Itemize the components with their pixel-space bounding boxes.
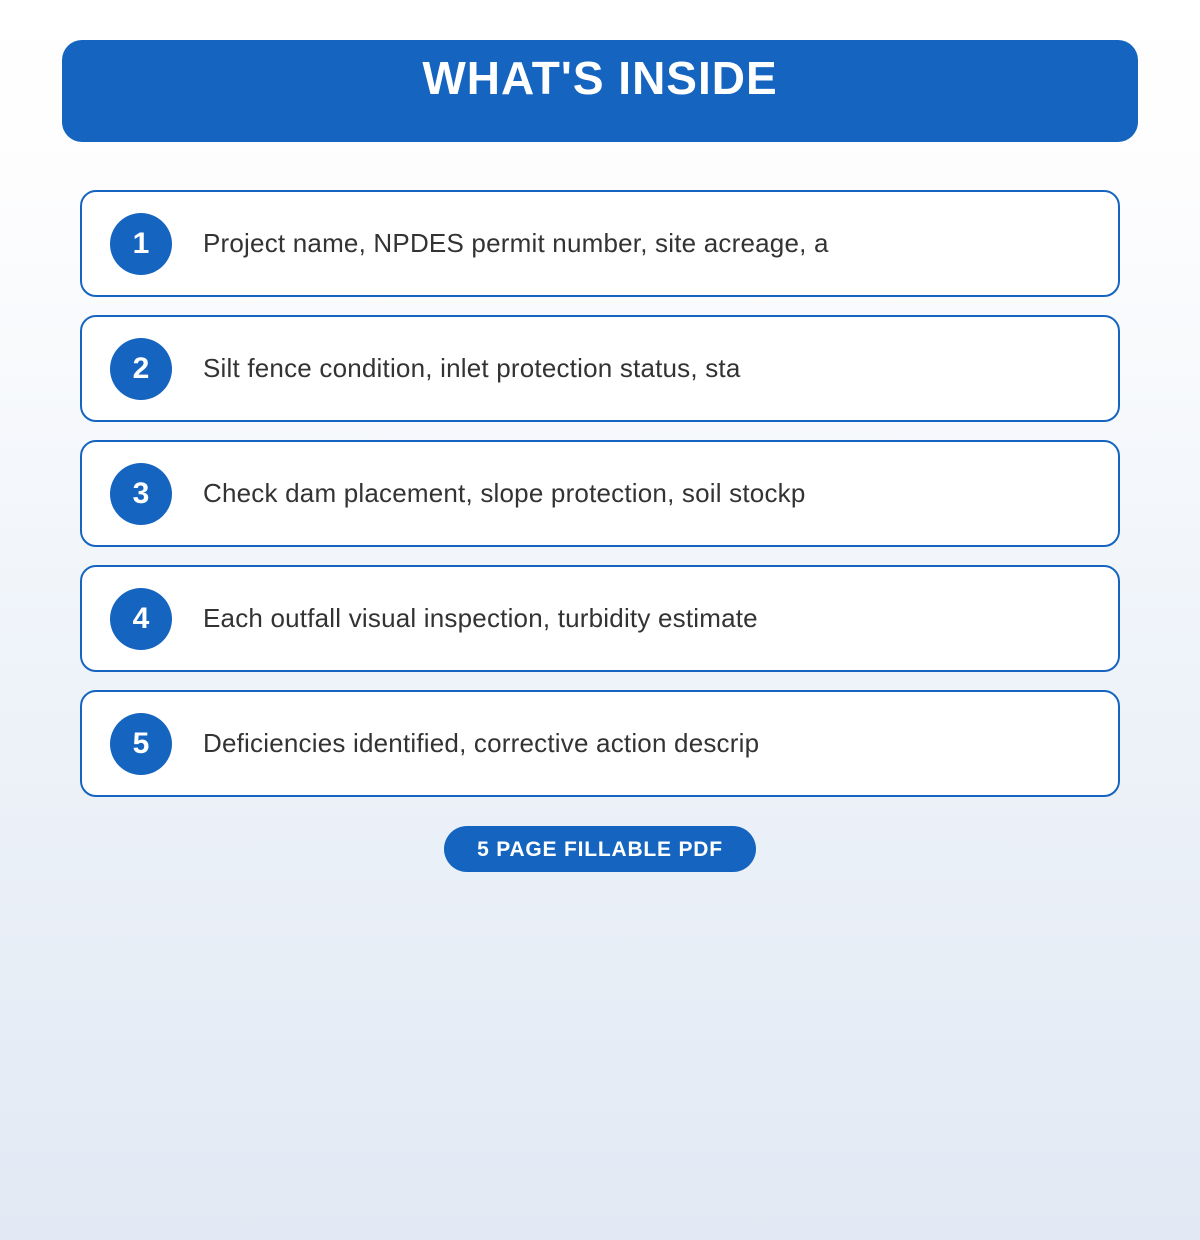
infographic-page: [0, 40, 1200, 872]
list-item: [80, 190, 1120, 297]
page-count-badge-label: 5 PAGE FILLABLE PDF: [477, 837, 723, 861]
item-text: Project name, NPDES permit number, site acreage, a: [203, 228, 829, 258]
list-item: [80, 690, 1120, 797]
page-title: WHAT'S INSIDE: [422, 52, 778, 104]
list-item: [80, 440, 1120, 547]
item-number-badge: 3: [110, 463, 172, 525]
item-text: Each outfall visual inspection, turbidity estimate: [203, 603, 758, 633]
item-number-badge: 4: [110, 588, 172, 650]
item-number-badge: 5: [110, 713, 172, 775]
list-item: [80, 565, 1120, 672]
item-text: Deficiencies identified, corrective action descrip: [203, 728, 760, 758]
items-list: [80, 190, 1120, 797]
page-count-badge: [444, 826, 756, 872]
item-number-badge: 2: [110, 338, 172, 400]
item-text: Check dam placement, slope protection, soil stockp: [203, 478, 806, 508]
list-item: [80, 315, 1120, 422]
item-number-badge: 1: [110, 213, 172, 275]
header-banner: [62, 40, 1138, 142]
item-text: Silt fence condition, inlet protection status, sta: [203, 353, 741, 383]
